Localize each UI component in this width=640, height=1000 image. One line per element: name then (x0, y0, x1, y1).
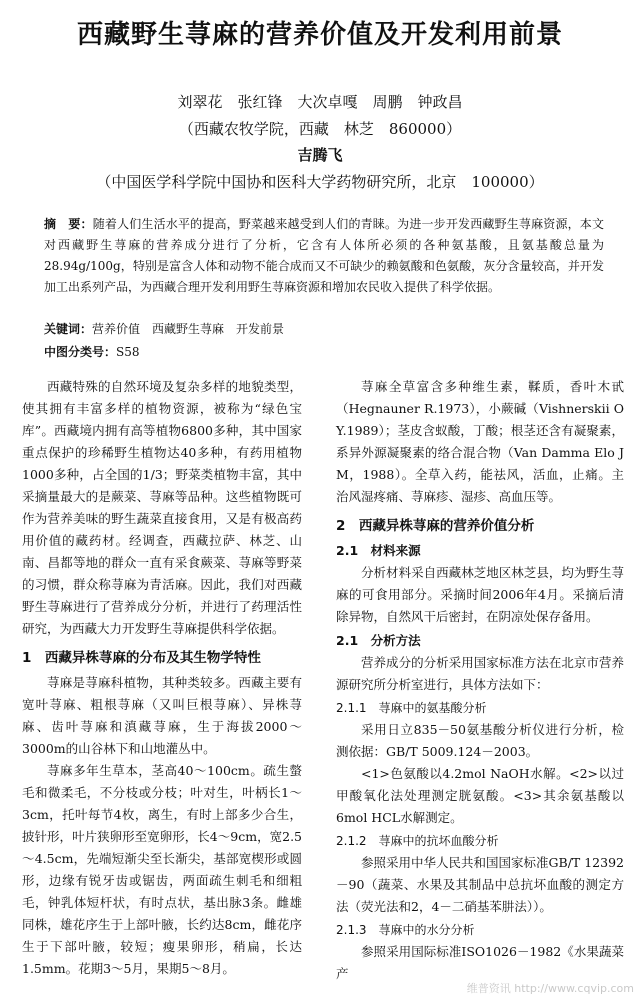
amino-acid-paragraph: 采用日立835－50氨基酸分析仪进行分析，检测依据：GB/T 5009.124－2003。 (336, 722, 624, 759)
keywords-label: 关键词： (44, 322, 93, 336)
affiliation-2: （中国医学科学院中国协和医科大学药物研究所，北京 100000） (96, 173, 544, 191)
section-heading-1: 1 西藏异株荨麻的分布及其生物学特性 (22, 650, 261, 666)
intro-paragraph: 西藏特殊的自然环境及复杂多样的地貌类型，使其拥有丰富多样的植物资源，被称为“绿色宝库”。西藏境内拥有高等植物6800多种，其中国家重点保护的珍稀野生植物达40多种，有药用植物1000多种，占全国的1/3；野菜类植物丰富，其中采摘量最大的是蕨菜、荨麻等品种。这些植物既可作为营养美味的野生蔬菜直接食用，又是有极高药用价值的藏药材。经调查，西藏拉萨、林芝、山南、昌都等地的群众一直有采食蕨菜、荨麻等野菜的习惯，群众称荨麻为青活麻。因此，我们对西藏野生荨麻进行了营养成分分析，并进行了药理活性研究，为西藏大力开发野生荨麻提供科学依据。 (22, 379, 302, 636)
classification-number (44, 342, 604, 362)
subsection-heading-methods: 2.1 分析方法 (336, 633, 421, 648)
subsubsection-heading-vitamin-c: 2.1.2 荨麻中的抗坏血酸分析 (336, 834, 499, 848)
paper-title: 西藏野生荨麻的营养价值及开发利用前景 (76, 20, 563, 50)
classification-label: 中图分类号： (44, 345, 117, 359)
subsubsection-heading-amino-acid: 2.1.1 荨麻中的氨基酸分析 (336, 701, 487, 715)
keywords-text: 营养价值 西藏野生荨麻 开发前景 (92, 322, 285, 336)
right-column (336, 376, 624, 985)
authors-line-2: 吉腾飞 (297, 146, 343, 164)
materials-paragraph: 分析材料采自西藏林芝地区林芝县，均为野生荨麻的可食用部分。采摘时间2006年4月。采摘后清除异物，自然风干后密封，在阴凉处保存备用。 (336, 565, 624, 624)
watermark: 维普资讯 http://www.cqvip.com (466, 982, 634, 995)
morphology-paragraph: 荨麻多年生草本，茎高40～100cm。疏生螫毛和微柔毛，不分枝或分枝；叶对生，叶柄长1～3cm，托叶每节4枚，离生，有时上部多少合生，披针形，叶片狭卵形至宽卵形，长4～9cm，宽2.5～4.5cm，先端短渐尖至长渐尖，基部宽楔形或圆形，边缘有锐牙齿或锯齿，两面疏生刺毛和细粗毛，钟乳体短杆状，有时点状，基出脉3条。雌雄同株，雄花序生于上部叶腋，长约达8cm，雌花序生于下部叶腋，较短；瘦果卵形，稍扁，长达1.5mm。花期3～5月，果期5～8月。 (22, 763, 302, 976)
abstract (44, 214, 604, 298)
hydrolysis-paragraph: <1>色氨酸以4.2mol NaOH水解。<2>以过甲酸氧化法处理测定胱氨酸。<3>其余氨基酸以6mol HCL水解测定。 (336, 766, 624, 825)
composition-paragraph: 荨麻全草富含多种维生素，鞣质，香叶木甙（Hegnauner R.1973），小蕨碱（Vishnerskii O Y.1989）；茎皮含蚁酸，丁酸；根茎还含有凝聚素，系异外源凝聚素的络合混合物（Van Damma Elo J M，1988）。全草入药，能祛风，活血，止痛。主治风湿疼痛、荨麻疹、湿疹、高血压等。 (336, 379, 624, 504)
section-heading-2: 2 西藏异株荨麻的营养价值分析 (336, 518, 535, 534)
left-column (22, 376, 302, 980)
moisture-paragraph: 参照采用国际标准ISO1026－1982《水果蔬菜产 (336, 944, 624, 981)
subsubsection-heading-moisture: 2.1.3 荨麻中的水分分析 (336, 923, 475, 937)
vitamin-c-paragraph: 参照采用中华人民共和国国家标准GB/T 12392－90（蔬菜、水果及其制品中总抗坏血酸的测定方法（荧光法和2，4－二硝基苯肼法））。 (336, 855, 624, 914)
subsection-heading-materials: 2.1 材料来源 (336, 543, 421, 558)
affiliation-1: （西藏农牧学院，西藏 林芝 860000） (178, 120, 462, 138)
abstract-label: 摘 要： (44, 217, 93, 231)
abstract-text: 随着人们生活水平的提高，野菜越来越受到人们的青睐。为进一步开发西藏野生荨麻资源，本文对西藏野生荨麻的营养成分进行了分析，它含有人体所必须的各种氨基酸，且氨基酸总量为28.94g/100g，特别是富含人体和动物不能合成而又不可缺少的赖氨酸和色氨酸，灰分含量较高，并开发加工出系列产品，为西藏合理开发利用野生荨麻资源和增加农民收入提供了科学依据。 (44, 217, 604, 294)
keywords (44, 319, 604, 339)
classification-text: S58 (116, 345, 140, 359)
methods-paragraph: 营养成分的分析采用国家标准方法在北京市营养源研究所分析室进行，具体方法如下： (336, 655, 624, 692)
authors-line-1: 刘翠花 张红锋 大次卓嘎 周鹏 钟政昌 (177, 93, 463, 111)
distribution-paragraph: 荨麻是荨麻科植物，其种类较多。西藏主要有宽叶荨麻、粗根荨麻（又叫巨根荨麻）、异株荨麻、齿叶荨麻和滇藏荨麻，生于海拔2000～3000m的山谷林下和山地灌丛中。 (22, 675, 302, 756)
